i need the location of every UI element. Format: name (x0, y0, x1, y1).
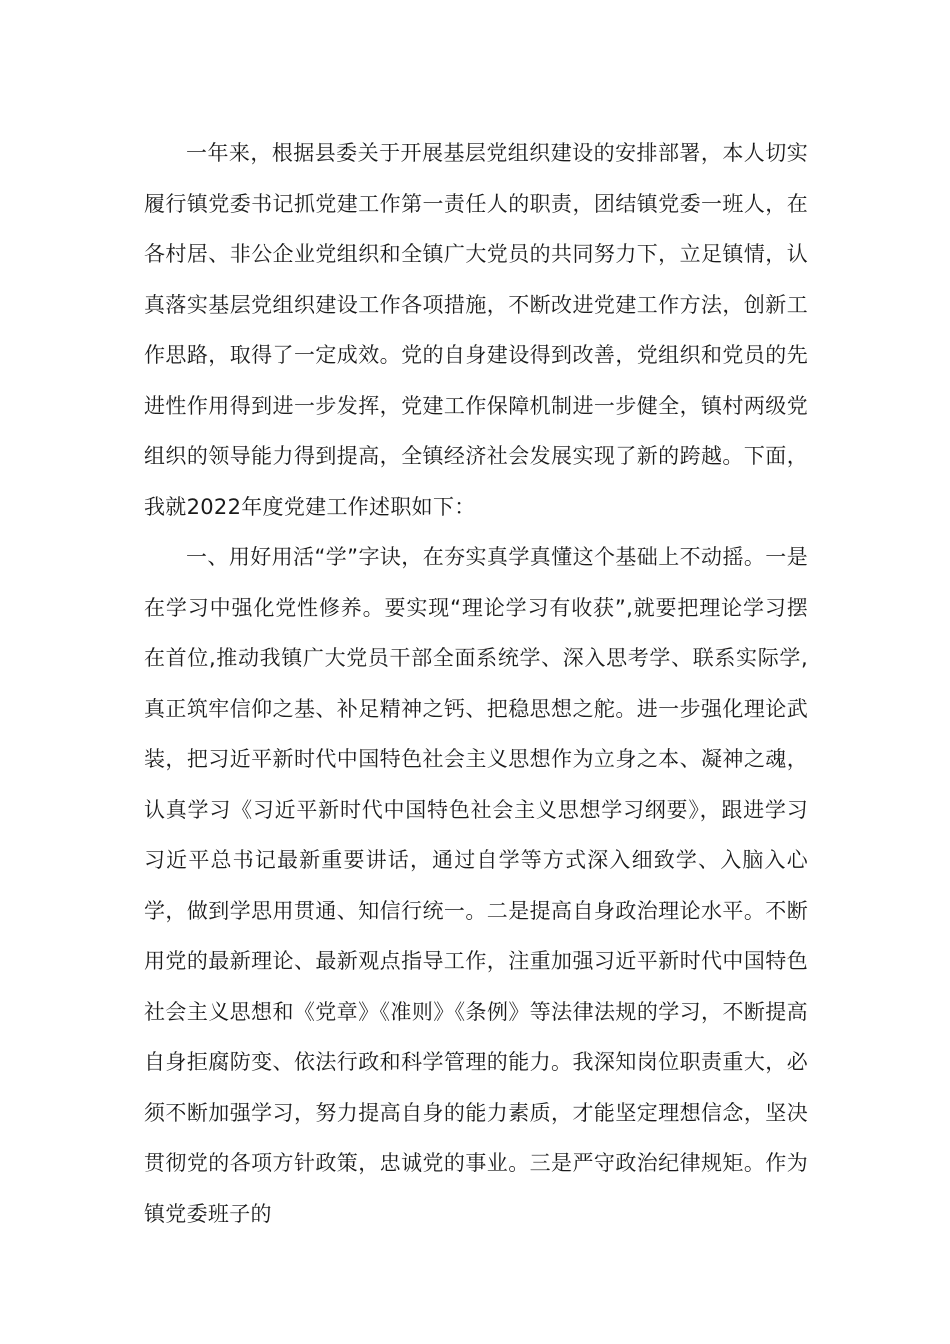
paragraph-intro: 一年来，根据县委关于开展基层党组织建设的安排部署，本人切实履行镇党委书记抓党建工作第一责任人的职责，团结镇党委一班人，在各村居、非公企业党组织和全镇广大党员的共同努力下，立足镇情，认真落实基层党组织建设工作各项措施，不断改进党建工作方法，创新工作思路，取得了一定成效。党的自身建设得到改善，党组织和党员的先进性作用得到进一步发挥，党建工作保障机制进一步健全，镇村两级党组织的领导能力得到提高，全镇经济社会发展实现了新的跨越。下面，我就2022年度党建工作述职如下： (144, 141, 808, 519)
document-body (144, 128, 808, 1239)
paragraph-section-one: 一、用好用活“学”字诀，在夯实真学真懂这个基础上不动摇。一是在学习中强化党性修养。要实现“理论学习有收获”,就要把理论学习摆在首位,推动我镇广大党员干部全面系统学、深入思考学、联系实际学,真正筑牢信仰之基、补足精神之钙、把稳思想之舵。进一步强化理论武装，把习近平新时代中国特色社会主义思想作为立身之本、凝神之魂，认真学习《习近平新时代中国特色社会主义思想学习纲要》，跟进学习习近平总书记最新重要讲话，通过自学等方式深入细致学、入脑入心学，做到学思用贯通、知信行统一。二是提高自身政治理论水平。不断用党的最新理论、最新观点指导工作，注重加强习近平新时代中国特色社会主义思想和《党章》《准则》《条例》等法律法规的学习，不断提高自身拒腐防变、依法行政和科学管理的能力。我深知岗位职责重大，必须不断加强学习，努力提高自身的能力素质，才能坚定理想信念，坚决贯彻党的各项方针政策，忠诚党的事业。三是严守政治纪律规矩。作为镇党委班子的 (144, 545, 808, 1226)
